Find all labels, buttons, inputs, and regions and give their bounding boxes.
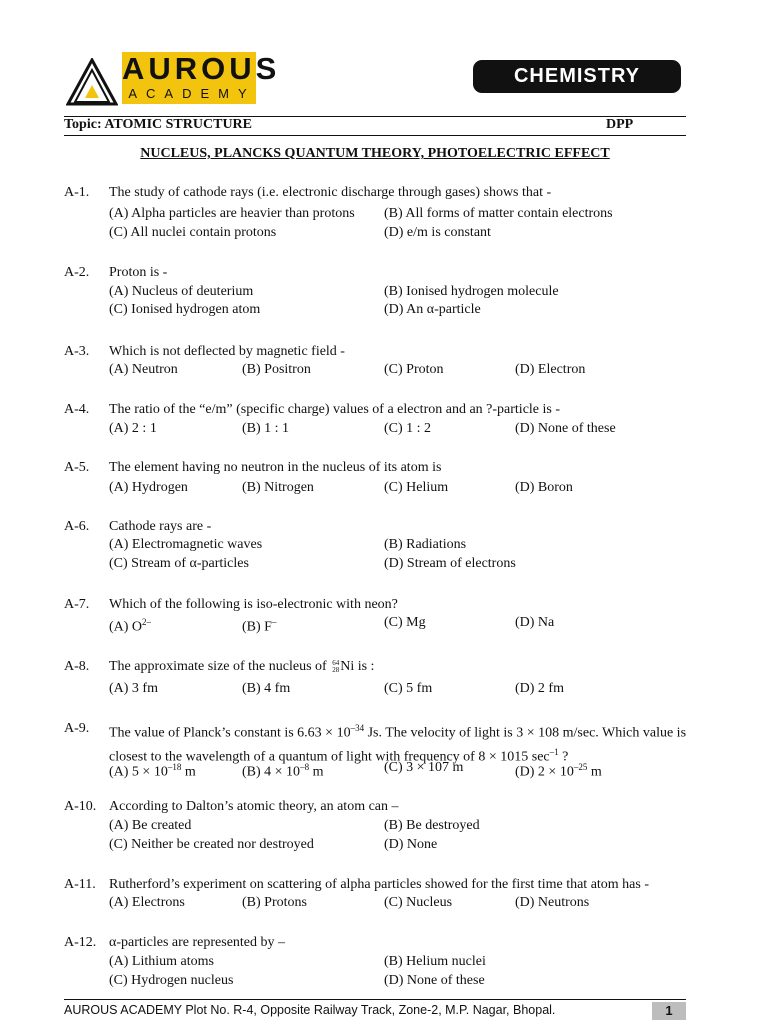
question-number: A-4. <box>64 402 90 417</box>
option-c: (C) Stream of α-particles <box>109 556 249 571</box>
option-a: (A) Electromagnetic waves <box>109 537 263 552</box>
option-a: (A) Hydrogen <box>109 480 188 495</box>
topic-divider <box>64 135 686 136</box>
question-text: The approximate size of the nucleus of 64 28Ni is : <box>109 658 375 674</box>
option-d: (D) None <box>384 837 438 852</box>
option-d: (D) None of these <box>515 421 616 436</box>
option-b: (B) All forms of matter contain electrons <box>384 206 613 221</box>
logo-title: AUROUS <box>122 51 281 86</box>
option-b: (B) Ionised hydrogen molecule <box>384 284 559 299</box>
question-number: A-1. <box>64 185 90 200</box>
option-b: (B) 1 : 1 <box>242 421 290 436</box>
option-c: (C) Mg <box>384 615 426 630</box>
page-footer <box>64 1002 686 1020</box>
option-b: (B) Positron <box>242 362 311 377</box>
question-number: A-10. <box>64 799 97 814</box>
option-d: (D) An α-particle <box>384 302 481 317</box>
option-b: (B) F– <box>242 617 277 635</box>
question-number: A-8. <box>64 659 90 674</box>
option-d: (D) Stream of electrons <box>384 556 516 571</box>
footer-address: AUROUS ACADEMY Plot No. R-4, Opposite Railway Track, Zone-2, M.P. Nagar, Bhopal. <box>64 1003 556 1017</box>
option-a: (A) 2 : 1 <box>109 421 157 436</box>
option-c: (C) Nucleus <box>384 895 453 910</box>
question-number: A-11. <box>64 877 96 892</box>
page-number: 1 <box>652 1002 686 1020</box>
option-c: (C) 1 : 2 <box>384 421 432 436</box>
option-d: (D) Neutrons <box>515 895 590 910</box>
option-a: (A) Lithium atoms <box>109 954 214 969</box>
logo-subtitle: ACADEMY <box>128 86 256 101</box>
question-text: Which of the following is iso-electronic with neon? <box>109 597 398 612</box>
option-b: (B) 4 fm <box>242 681 291 696</box>
option-b: (B) $4 \times 10^{-8}$ m <box>242 762 324 780</box>
option-c: (C) 5 fm <box>384 681 433 696</box>
option-a: (A) Be created <box>109 818 192 833</box>
footer-divider <box>64 999 686 1000</box>
question-number: A-6. <box>64 519 90 534</box>
question-number: A-2. <box>64 265 90 280</box>
option-b: (B) Be destroyed <box>384 818 480 833</box>
charge-superscript: 2– <box>142 617 152 627</box>
option-b: (B) Protons <box>242 895 307 910</box>
option-b: (B) Helium nuclei <box>384 954 486 969</box>
option-d: (D) Electron <box>515 362 586 377</box>
question-number: A-9. <box>64 721 90 736</box>
question-number: A-7. <box>64 597 90 612</box>
option-c: (C) Helium <box>384 480 449 495</box>
option-c: (C) Neither be created nor destroyed <box>109 837 314 852</box>
dpp-label: DPP <box>606 117 634 132</box>
question-text: The value of Planck’s constant is $6.63 \times 10^{-34}$ Js. The velocity of light is 3 × 108 m/sec. Which value is closest to the wavelength of a quantum of light with frequency of 8 × 1015 $\sec^{-1}$ ? <box>109 723 687 765</box>
option-a: (A) $5 \times 10^{-18}$ m <box>109 762 196 780</box>
triangle-logo-icon <box>66 58 118 106</box>
option-d: (D) None of these <box>384 973 485 988</box>
question-number: A-12. <box>64 935 97 950</box>
logo-wordmark <box>122 51 281 104</box>
question-number: A-3. <box>64 344 90 359</box>
academy-logo <box>66 51 281 106</box>
question-text: The study of cathode rays (i.e. electronic discharge through gases) shows that - <box>109 185 552 200</box>
option-d: (D) e/m is constant <box>384 225 491 240</box>
isotope-notation: 64 28 <box>332 658 340 674</box>
option-a: (A) Neutron <box>109 362 178 377</box>
subject-badge: CHEMISTRY <box>473 60 681 93</box>
question-text: The element having no neutron in the nucleus of its atom is <box>109 460 442 475</box>
option-c: (C) Proton <box>384 362 444 377</box>
question-text: The ratio of the “e/m” (specific charge) values of a electron and an ?-particle is - <box>109 402 561 417</box>
option-d: (D) Boron <box>515 480 573 495</box>
option-c: (C) Ionised hydrogen atom <box>109 302 261 317</box>
option-a: (A) Nucleus of deuterium <box>109 284 254 299</box>
option-d: (D) Na <box>515 615 555 630</box>
question-text: Proton is - <box>109 265 168 280</box>
option-c: (C) Hydrogen nucleus <box>109 973 234 988</box>
option-a: (A) Alpha particles are heavier than protons <box>109 206 355 221</box>
option-a: (A) $O^{2-}$ <box>109 617 152 635</box>
page-title: NUCLEUS, PLANCKS QUANTUM THEORY, PHOTOELECTRIC EFFECT <box>140 146 610 161</box>
option-c: (C) 3 × 107 m <box>384 760 464 775</box>
question-text: Rutherford’s experiment on scattering of alpha particles showed for the first time that atom has - <box>109 877 650 892</box>
question-text: Which is not deflected by magnetic field - <box>109 344 345 359</box>
option-b: (B) Radiations <box>384 537 467 552</box>
option-d: (D) 2 fm <box>515 681 564 696</box>
question-text: α-particles are represented by – <box>109 935 286 950</box>
question-text: Cathode rays are - <box>109 519 212 534</box>
question-text: According to Dalton’s atomic theory, an atom can – <box>109 799 399 814</box>
option-a: (A) Electrons <box>109 895 185 910</box>
charge-superscript: – <box>271 617 277 627</box>
option-d: (D) $2 \times 10^{-25}$ m <box>515 762 602 780</box>
option-b: (B) Nitrogen <box>242 480 314 495</box>
topic-label: Topic: ATOMIC STRUCTURE <box>64 117 253 132</box>
question-number: A-5. <box>64 460 90 475</box>
option-a: (A) 3 fm <box>109 681 158 696</box>
option-c: (C) All nuclei contain protons <box>109 225 277 240</box>
